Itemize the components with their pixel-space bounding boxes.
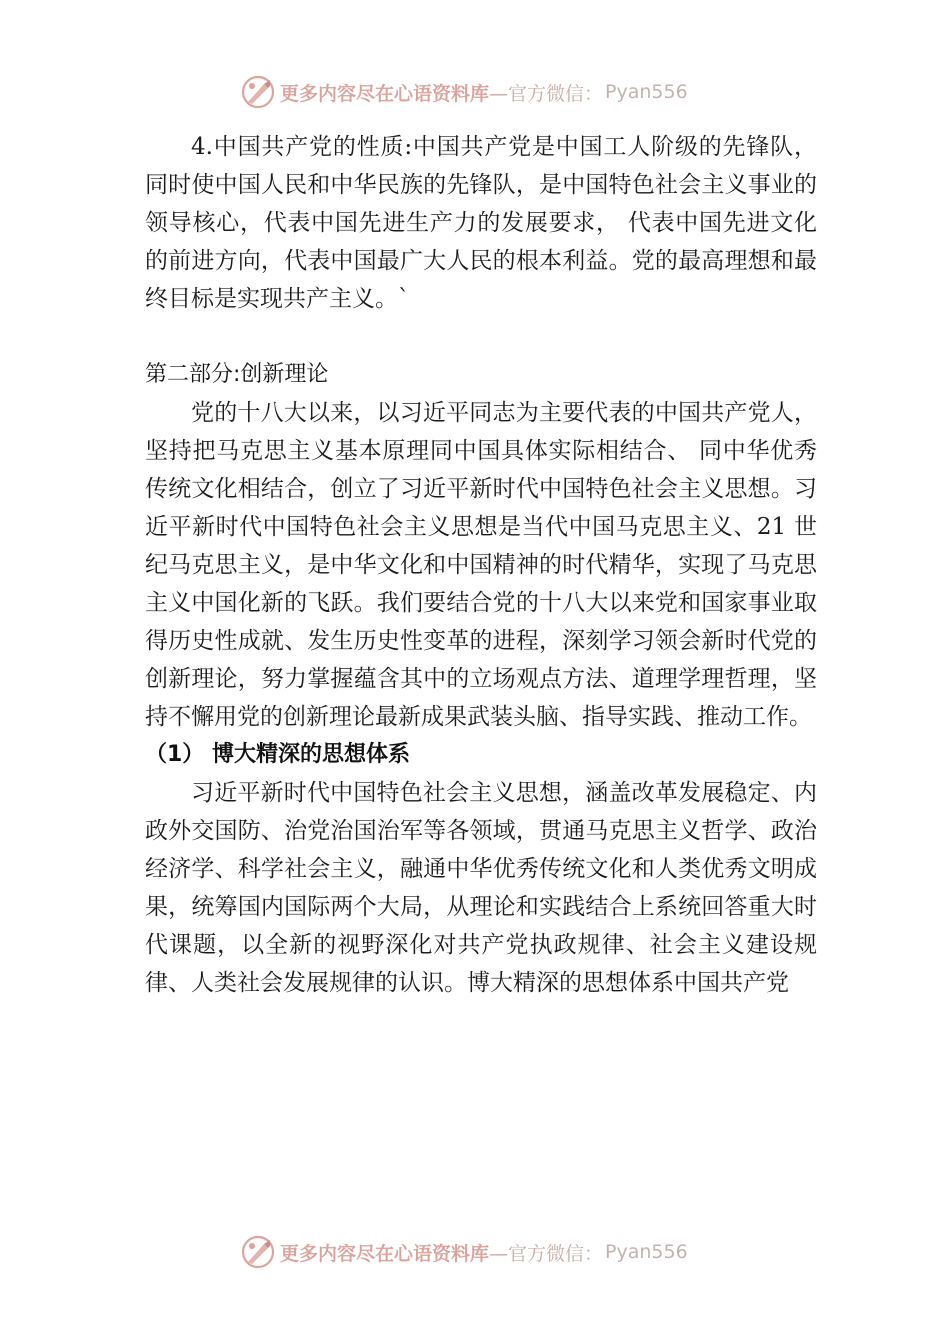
thought-system-heading: （1） 博大精深的思想体系 [145, 742, 410, 767]
watermark-wechat-id: Pyan556 [605, 81, 688, 103]
watermark-wechat-id: Pyan556 [605, 1241, 688, 1263]
pen-nib-logo-icon [240, 1234, 276, 1270]
pen-nib-logo-icon [240, 74, 276, 110]
document-body [145, 128, 817, 1002]
part-two-heading: 第二部分:创新理论 [145, 362, 329, 387]
header-watermark [240, 72, 760, 112]
watermark-wechat-label: —官方微信： [489, 1242, 604, 1265]
thought-system-paragraph: 习近平新时代中国特色社会主义思想，涵盖改革发展稳定、内政外交国防、治党治国治军等各领域，贯通马克思主义哲学、政治经济学、科学社会主义，融通中华优秀传统文化和人类优秀文明成果，统筹国内国际两个大局，从理论和实践结合上系统回答重大时代课题，以全新的视野深化对共产党执政规律、社会主义建设规律、人类社会发展规律的认识。博大精深的思想体系中国共产党 [145, 780, 817, 996]
party-nature-paragraph: 4.中国共产党的性质:中国共产党是中国工人阶级的先锋队，同时使中国人民和中华民族的先锋队，是中国特色社会主义事业的领导核心，代表中国先进生产力的发展要求， 代表中国先进文化的前进方向，代表中国最广大人民的根本利益。党的最高理想和最终目标是实现共产主义。` [145, 134, 817, 312]
watermark-brand: 更多内容尽在心语资料库 [280, 1242, 490, 1265]
watermark-wechat-label: —官方微信： [489, 82, 604, 105]
innovation-theory-paragraph: 党的十八大以来，以习近平同志为主要代表的中国共产党人，坚持把马克思主义基本原理同中国具体实际相结合、 同中华优秀传统文化相结合，创立了习近平新时代中国特色社会主义思想。习近平新时代中国特色社会主义思想是当代中国马克思主义、21 世纪马克思主义，是中华文化和中国精神的时代精华，实现了马克思主义中国化新的飞跃。我们要结合党的十八大以来党和国家事业取得历史性成就、发生历史性变革的进程，深刻学习领会新时代党的创新理论，努力掌握蕴含其中的立场观点方法、道理学理哲理，坚持不懈用党的创新理论最新成果武装头脑、指导实践、推动工作。 [145, 400, 817, 730]
paragraph-gap [145, 318, 817, 356]
watermark-brand: 更多内容尽在心语资料库 [280, 82, 490, 105]
footer-watermark [240, 1232, 760, 1272]
